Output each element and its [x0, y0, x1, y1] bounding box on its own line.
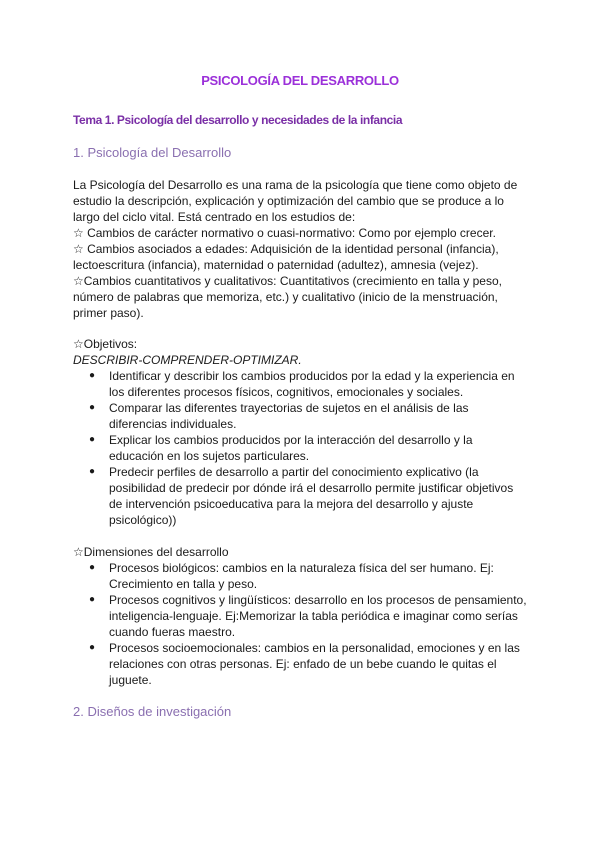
intro-block — [73, 177, 528, 321]
tema-heading: Tema 1. Psicología del desarrollo y necesidades de la infancia — [73, 113, 403, 127]
list-item-text: Predecir perfiles de desarrollo a partir del conocimiento explicativo (la posibilidad de predecir por dónde irá el desarrollo permite justificar objetivos de intervención psicoeducativa para la mejora del desarrollo y ajuste psicológico)) — [109, 465, 514, 527]
list-item-text: Procesos biológicos: cambios en la naturaleza física del ser humano. Ej: Crecimiento en talla y peso. — [109, 561, 494, 591]
bullet-icon: ● — [89, 434, 96, 445]
intro-paragraph: La Psicología del Desarrollo es una rama de la psicología que tiene como objeto de estudio la descripción, explicación y optimización del cambio que se produce a lo largo del ciclo vital. Está centrado en los estudios de: — [73, 178, 518, 224]
section-heading-1: 1. Psicología del Desarrollo — [73, 145, 232, 160]
dimensiones-block — [73, 544, 528, 688]
section-heading-2: 2. Diseños de investigación — [73, 704, 232, 719]
bullet-icon: ● — [89, 466, 96, 477]
objetivos-list — [73, 368, 528, 528]
list-item-text: Procesos socioemocionales: cambios en la personalidad, emociones y en las relaciones con otras personas. Ej: enfado de un bebe cuando le quitas el juguete. — [109, 641, 520, 687]
list-item-text: Identificar y describir los cambios producidos por la edad y la experiencia en los diferentes procesos físicos, cognitivos, emocionales y sociales. — [109, 369, 515, 399]
list-item — [73, 592, 528, 640]
objetivos-block — [73, 336, 528, 528]
bullet-icon: ● — [89, 370, 96, 381]
list-item — [73, 560, 528, 592]
list-item — [73, 400, 528, 432]
study-item: ☆ Cambios asociados a edades: Adquisición de la identidad personal (infancia), lectoescritura (infancia), maternidad o paternidad (adultez), amnesia (vejez). — [73, 242, 499, 272]
list-item-text: Procesos cognitivos y lingüísticos: desarrollo en los procesos de pensamiento, inteligencia-lenguaje. Ej:Memorizar la tabla periódica e imaginar como serías cuando fueras maestro. — [109, 593, 527, 639]
list-item — [73, 464, 528, 528]
bullet-icon: ● — [89, 402, 96, 413]
objetivos-label: ☆Objetivos: — [73, 337, 138, 351]
bullet-icon: ● — [89, 562, 96, 573]
list-item — [73, 368, 528, 400]
study-item: ☆Cambios cuantitativos y cualitativos: Cuantitativos (crecimiento en talla y peso, número de palabras que memoriza, etc.) y cualitativo (inicio de la menstruación, primer paso). — [73, 274, 502, 320]
objetivos-subtitle: DESCRIBIR-COMPRENDER-OPTIMIZAR. — [73, 353, 302, 367]
dimensiones-label: ☆Dimensiones del desarrollo — [73, 545, 229, 559]
list-item-text: Explicar los cambios producidos por la interacción del desarrollo y la educación en los sujetos particulares. — [109, 433, 473, 463]
list-item — [73, 640, 528, 688]
document-title: PSICOLOGÍA DEL DESARROLLO — [201, 73, 399, 88]
study-item: ☆ Cambios de carácter normativo o cuasi-normativo: Como por ejemplo crecer. — [73, 226, 496, 240]
dimensiones-list — [73, 560, 528, 688]
bullet-icon: ● — [89, 642, 96, 653]
list-item — [73, 432, 528, 464]
bullet-icon: ● — [89, 594, 96, 605]
list-item-text: Comparar las diferentes trayectorias de sujetos en el análisis de las diferencias individuales. — [109, 401, 469, 431]
